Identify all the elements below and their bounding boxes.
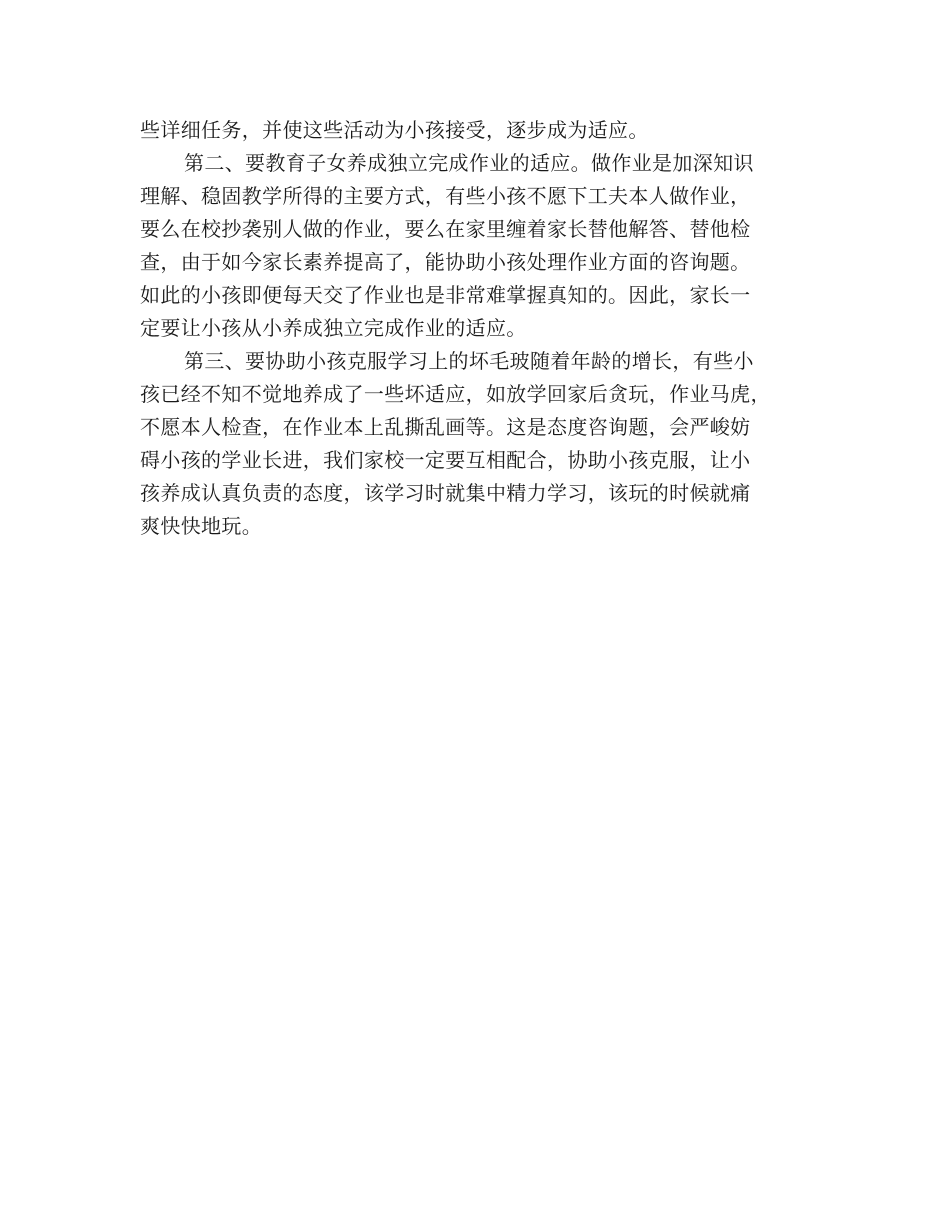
text-line: 第三、要协助小孩克服学习上的坏毛玻随着年龄的增长，有些小 bbox=[184, 349, 754, 373]
text-line: 孩养成认真负责的态度，该学习时就集中精力学习，该玩的时候就痛 bbox=[140, 481, 751, 505]
paragraph-point-two bbox=[140, 147, 820, 345]
text-line: 爽快快地玩。 bbox=[140, 514, 263, 538]
paragraph-point-three bbox=[140, 345, 820, 543]
text-line: 些详细任务，并使这些活动为小孩接受，逐步成为适应。 bbox=[140, 118, 649, 142]
body-text bbox=[140, 114, 820, 543]
paragraph-continuation bbox=[140, 114, 820, 147]
text-line: 第二、要教育子女养成独立完成作业的适应。做作业是加深知识 bbox=[184, 151, 754, 175]
text-line: 不愿本人检查，在作业本上乱撕乱画等。这是态度咨询题，会严峻妨 bbox=[140, 415, 751, 439]
text-line: 碍小孩的学业长进，我们家校一定要互相配合，协助小孩克服，让小 bbox=[140, 448, 751, 472]
text-line: 要么在校抄袭别人做的作业，要么在家里缠着家长替他解答、替他检 bbox=[140, 217, 751, 241]
text-line: 定要让小孩从小养成独立完成作业的适应。 bbox=[140, 316, 527, 340]
text-line: 理解、稳固教学所得的主要方式，有些小孩不愿下工夫本人做作业， bbox=[140, 184, 751, 208]
text-line: 如此的小孩即便每天交了作业也是非常难掌握真知的。因此，家长一 bbox=[140, 283, 751, 307]
text-line: 查，由于如今家长素养提高了，能协助小孩处理作业方面的咨询题。 bbox=[140, 250, 751, 274]
text-line: 孩已经不知不觉地养成了一些坏适应，如放学回家后贪玩，作业马虎， bbox=[140, 382, 771, 406]
